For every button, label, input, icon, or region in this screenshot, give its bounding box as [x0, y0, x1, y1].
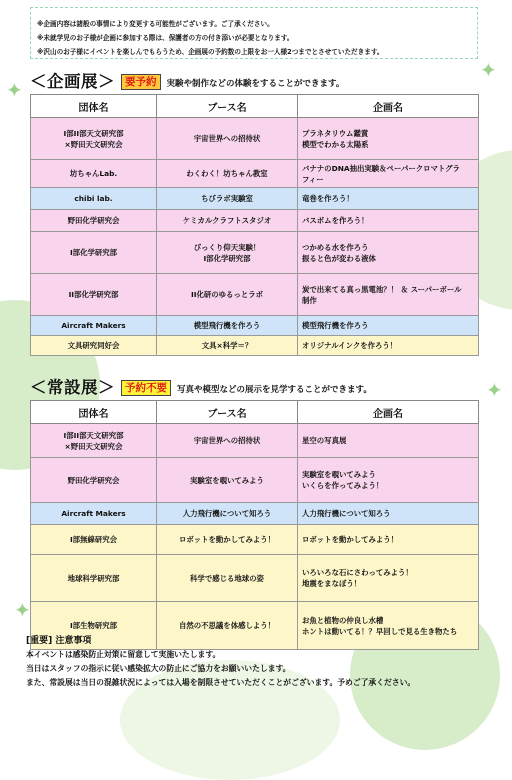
section-description: 写真や模型などの展示を見学することができます。 [177, 385, 372, 395]
cautions-section [26, 634, 466, 690]
booth-cell [157, 274, 298, 316]
table-row [31, 232, 479, 274]
booth-cell [157, 458, 298, 503]
section-title-planned [30, 70, 344, 92]
project-cell [298, 555, 479, 602]
table-row [31, 160, 479, 188]
cell-text: 野田化学研究会 [67, 475, 120, 485]
org-cell [31, 188, 157, 210]
cell-text: 模型飛行機を作ろう [302, 321, 369, 330]
cell-text: ホントは動いてる！？早回しで見る生き物たち [302, 626, 458, 636]
cell-text: ロボットを動かしてみよう！ [178, 535, 276, 544]
org-cell [31, 118, 157, 160]
cell-text: 実験室を覗いてみよう [302, 470, 376, 479]
cell-text: 模型でわかる太陽系 [302, 139, 369, 149]
booth-cell [157, 503, 298, 525]
booth-cell [157, 232, 298, 274]
table-row [31, 188, 479, 210]
sparkle-icon: ✦ [480, 58, 497, 82]
notice-box [30, 7, 478, 59]
project-cell [298, 118, 479, 160]
org-cell [31, 336, 157, 356]
org-cell [31, 232, 157, 274]
reservation-badge: 要予約 [121, 74, 161, 90]
cell-text: 野田化学研究会 [67, 216, 120, 225]
cell-text: プラネタリウム鑑賞 [302, 128, 369, 138]
column-header-project: 企画名 [298, 401, 479, 424]
table-row [31, 458, 479, 503]
booth-cell [157, 160, 298, 188]
cell-text: フィー [302, 174, 324, 184]
planned-exhibition-table [30, 94, 479, 356]
cell-text: 坊ちゃんLab. [69, 169, 118, 178]
cell-text: オリジナルインクを作ろう！ [302, 341, 398, 350]
column-header-project: 企画名 [298, 95, 479, 118]
cell-text: 宇宙世界への招待状 [193, 134, 261, 143]
cell-text: I部化学研究部 [69, 248, 118, 257]
sparkle-icon: ✦ [6, 78, 23, 102]
sparkle-icon: ✦ [14, 598, 31, 622]
cell-text: 模型飛行機を作ろう [193, 321, 261, 330]
column-header-org: 団体名 [31, 401, 157, 424]
org-cell [31, 274, 157, 316]
cell-text: I部II部天文研究部 [63, 128, 124, 138]
column-header-booth: ブース名 [157, 95, 298, 118]
booth-cell [157, 188, 298, 210]
org-cell [31, 316, 157, 336]
section-name: ＜企画展＞ [30, 72, 115, 91]
booth-cell [157, 118, 298, 160]
cell-text: 宇宙世界への招待状 [193, 436, 261, 445]
notice-line: ※未就学児のお子様が企画に参加する際は、保護者の方の付き添いが必要となります。 [37, 34, 294, 42]
cell-text: I部生物研究部 [69, 621, 118, 630]
cell-text: 実験室を覗いてみよう [190, 475, 264, 485]
cell-text: 振ると色が変わる液体 [302, 253, 376, 263]
org-cell [31, 160, 157, 188]
booth-cell [157, 210, 298, 232]
org-cell [31, 555, 157, 602]
project-cell [298, 274, 479, 316]
cell-text: バスボムを作ろう！ [302, 216, 369, 225]
table-row [31, 525, 479, 555]
sparkle-icon: ✦ [486, 378, 503, 402]
org-cell [31, 503, 157, 525]
booth-cell [157, 555, 298, 602]
table-row [31, 118, 479, 160]
cell-text: 地震をまなぼう！ [302, 579, 362, 588]
cautions-heading: [重要] 注意事項 [26, 636, 92, 646]
project-cell [298, 232, 479, 274]
column-header-booth: ブース名 [157, 401, 298, 424]
cell-text: 星空の写真展 [302, 436, 347, 445]
booth-cell [157, 316, 298, 336]
table-row [31, 503, 479, 525]
cell-text: Aircraft Makers [61, 321, 126, 330]
section-description: 実験や制作などの体験をすることができます。 [166, 79, 345, 89]
project-cell [298, 316, 479, 336]
permanent-exhibition-table [30, 400, 479, 650]
project-cell [298, 503, 479, 525]
cell-text: I部II部天文研究部 [63, 430, 124, 440]
table-row [31, 316, 479, 336]
cell-text: いくらを作ってみよう！ [302, 481, 384, 490]
table-row [31, 274, 479, 316]
section-name: ＜常設展＞ [30, 378, 115, 397]
table-row [31, 424, 479, 458]
cell-text: ×野田天文研究会 [64, 441, 123, 451]
cell-text: お魚と植物の仲良し水槽 [302, 615, 384, 625]
cell-text: ケミカルクラフトスタジオ [182, 216, 272, 225]
cell-text: 自然の不思議を体感しよう！ [178, 621, 276, 630]
cell-text: ちびラボ実験室 [201, 194, 253, 203]
cell-text: chibi lab. [74, 194, 113, 203]
caution-line: また、常設展は当日の混雑状況によっては入場を制限させていただくことがございます。予めご了承ください。 [26, 678, 416, 687]
cell-text: わくわく！坊ちゃん教室 [186, 169, 268, 178]
caution-line: 当日はスタッフの指示に従い感染拡大の防止にご協力をお願いいたします。 [26, 664, 291, 673]
cell-text: I部化学研究部 [203, 253, 251, 263]
table-row [31, 555, 479, 602]
notice-line: ※企画内容は諸般の事情により変更する可能性がございます。ご了承ください。 [37, 20, 274, 28]
cell-text: II化研のゆるっとラボ [190, 290, 264, 299]
cell-text: 文具研究同好会 [67, 341, 120, 350]
cell-text: ×野田天文研究会 [64, 139, 123, 149]
section-title-permanent [30, 376, 372, 398]
caution-line: 本イベントは感染防止対策に留意して実施いたします。 [26, 650, 221, 659]
cell-text: I部無線研究会 [69, 535, 118, 544]
notice-line: ※沢山のお子様にイベントを楽しんでもらうため、企画展の予約数の上限をお一人様2つまでとさせていただきます。 [37, 48, 384, 56]
cell-text: バナナのDNA抽出実験＆ペーパークロマトグラ [302, 163, 460, 173]
cell-text: 人力飛行機について知ろう [182, 509, 272, 518]
project-cell [298, 336, 479, 356]
cell-text: ロボットを動かしてみよう！ [302, 535, 399, 544]
cell-text: いろいろな石にさわってみよう！ [302, 568, 413, 577]
booth-cell [157, 525, 298, 555]
booth-cell [157, 336, 298, 356]
project-cell [298, 525, 479, 555]
reservation-badge: 予約不要 [121, 380, 171, 396]
cell-text: Aircraft Makers [61, 509, 126, 518]
cell-text: 文具×科学＝？ [201, 341, 253, 350]
project-cell [298, 160, 479, 188]
cell-text: 人力飛行機について知ろう [302, 509, 391, 518]
cell-text: つかめる水を作ろう [302, 242, 369, 252]
cell-text: びっくり仰天実験！ [193, 242, 261, 252]
cell-text: 竜巻を作ろう！ [302, 194, 354, 203]
cell-text: 科学で感じる地球の姿 [190, 573, 264, 583]
org-cell [31, 210, 157, 232]
cell-text: 地球科学研究部 [67, 573, 120, 583]
cell-text: II部化学研究部 [68, 290, 119, 299]
cell-text: 制作 [302, 295, 317, 305]
cell-text: 炭で出来てる真っ黒電池？！ ＆ スーパーボール [302, 284, 462, 294]
org-cell [31, 525, 157, 555]
booth-cell [157, 424, 298, 458]
column-header-org: 団体名 [31, 95, 157, 118]
table-row [31, 210, 479, 232]
org-cell [31, 458, 157, 503]
table-row [31, 336, 479, 356]
project-cell [298, 210, 479, 232]
project-cell [298, 458, 479, 503]
project-cell [298, 424, 479, 458]
org-cell [31, 424, 157, 458]
project-cell [298, 188, 479, 210]
